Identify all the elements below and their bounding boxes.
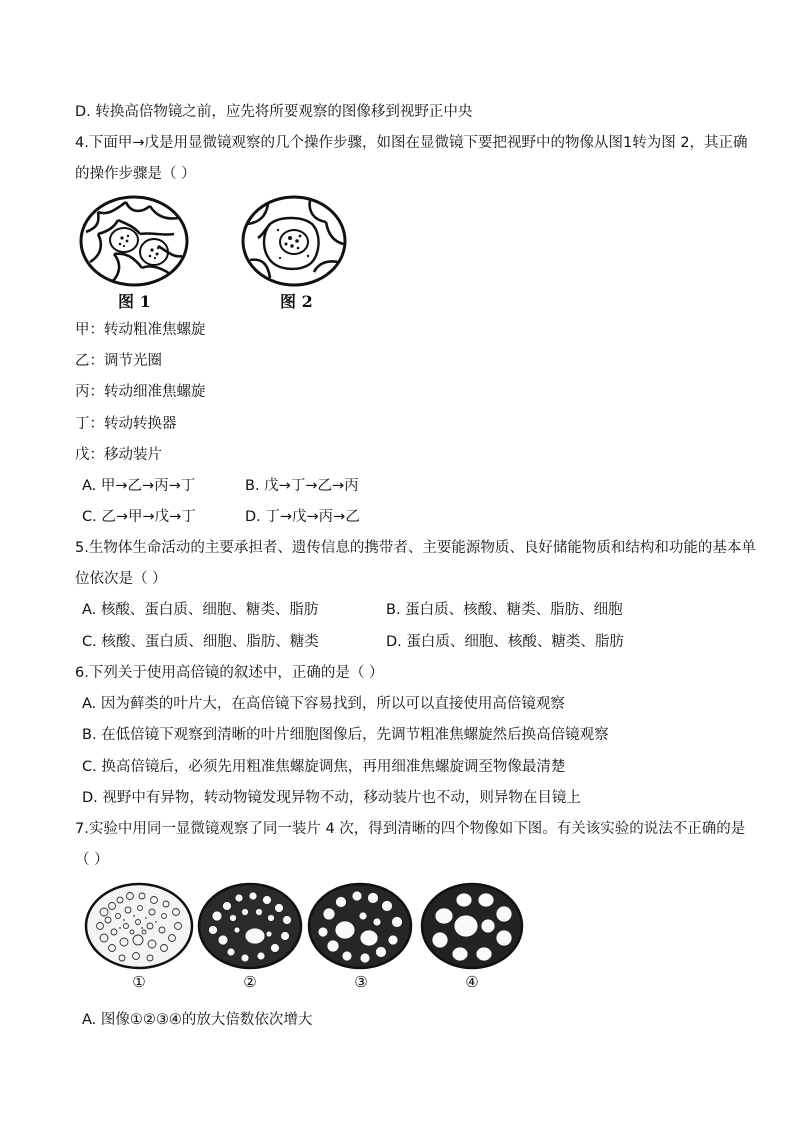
- q6-option-c: C. 换高倍镜后，必须先用粗准焦螺旋调焦，再用细准焦螺旋调至物像最清楚: [82, 759, 566, 775]
- q7-stem-line1: 7.实验中用同一显微镜观察了同一装片 4 次，得到清晰的四个物像如下图。有关该实验的说法不正确的是: [75, 821, 746, 837]
- q5-option-a: A. 核酸、蛋白质、细胞、糖类、脂肪: [82, 602, 319, 618]
- q4-step-bing: 丙：转动细准焦螺旋: [75, 384, 206, 400]
- q4-option-d: D. 丁→戊→丙→乙: [245, 509, 360, 525]
- q5-stem-line2: 位依次是（ ）: [75, 571, 167, 587]
- q4-stem-line1: 4.下面甲→戊是用显微镜观察的几个操作步骤，如图在显微镜下要把视野中的物像从图1转为图 2，其正确: [75, 135, 748, 151]
- q4-step-ding: 丁：转动转换器: [75, 416, 177, 432]
- q7-micrograph-4: [420, 882, 524, 970]
- q6-option-a: A. 因为藓类的叶片大，在高倍镜下容易找到，所以可以直接使用高倍镜观察: [82, 696, 565, 712]
- q7-micrograph-3-label: ③: [354, 973, 368, 991]
- q7-stem-line2: （ ）: [75, 852, 109, 868]
- q7-option-a: A. 图像①②③④的放大倍数依次增大: [82, 1012, 313, 1028]
- q7-micrograph-2: [197, 882, 303, 970]
- q4-step-jia: 甲：转动粗准焦螺旋: [75, 322, 206, 338]
- q5-option-b: B. 蛋白质、核酸、糖类、脂肪、细胞: [386, 602, 623, 618]
- q7-micrograph-2-label: ②: [243, 973, 257, 991]
- q4-figure-2: [240, 194, 348, 288]
- q4-option-c: C. 乙→甲→戊→丁: [82, 509, 196, 525]
- q4-stem-line2: 的操作步骤是（ ）: [75, 166, 196, 182]
- q4-step-wu: 戊：移动装片: [75, 447, 162, 463]
- q4-figure-2-label: 图 2: [280, 292, 313, 311]
- q7-micrograph-3: [307, 882, 413, 970]
- q5-option-c: C. 核酸、蛋白质、细胞、脂肪、糖类: [82, 634, 319, 650]
- q6-stem: 6.下列关于使用高倍镜的叙述中，正确的是（ ）: [75, 665, 384, 681]
- q6-option-d: D. 视野中有异物，转动物镜发现异物不动，移动装片也不动，则异物在目镜上: [82, 790, 581, 806]
- q7-micrograph-1-label: ①: [132, 973, 146, 991]
- q4-option-a: A. 甲→乙→丙→丁: [82, 478, 196, 494]
- q5-stem-line1: 5.生物体生命活动的主要承担者、遗传信息的携带者、主要能源物质、良好储能物质和结构和功能的基本单: [75, 540, 756, 556]
- q3-option-d: D. 转换高倍物镜之前，应先将所要观察的图像移到视野正中央: [75, 104, 473, 120]
- q4-step-yi: 乙：调节光圈: [75, 353, 162, 369]
- q5-option-d: D. 蛋白质、细胞、核酸、糖类、脂肪: [386, 634, 624, 650]
- q4-figure-1: [78, 194, 190, 288]
- q4-figure-1-label: 图 1: [118, 292, 151, 311]
- q4-option-b: B. 戊→丁→乙→丙: [245, 478, 359, 494]
- q7-micrograph-4-label: ④: [465, 973, 479, 991]
- q7-micrograph-1: [84, 882, 194, 970]
- q6-option-b: B. 在低倍镜下观察到清晰的叶片细胞图像后，先调节粗准焦螺旋然后换高倍镜观察: [82, 727, 609, 743]
